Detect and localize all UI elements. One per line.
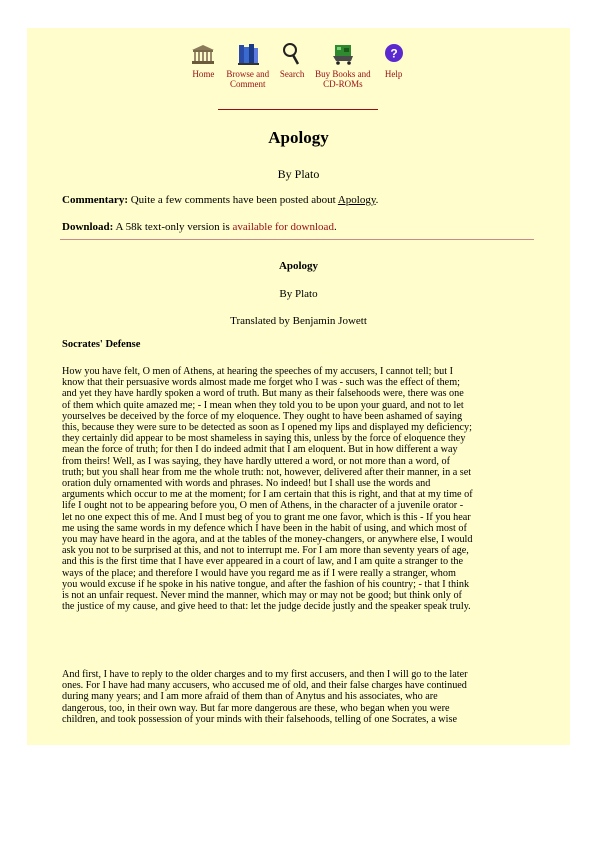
page-byline: By Plato bbox=[277, 167, 320, 181]
divider bbox=[218, 109, 378, 110]
divider bbox=[60, 239, 534, 240]
download-link[interactable]: available for download bbox=[232, 221, 334, 233]
nav-browse[interactable] bbox=[221, 42, 274, 89]
text-line: is not an unfair request. Never mind the manner, which may or may not be good; but think only of bbox=[62, 590, 462, 602]
paragraph-1 bbox=[62, 366, 542, 612]
text-line: you may have heard in the agora, and at the tables of the money-changers, or anywhere else, I would bbox=[62, 534, 473, 546]
text-line: oration duly ornamented with words and phrases. No indeed! but I shall use the words and bbox=[62, 478, 431, 490]
section-heading: Socrates' Defense bbox=[62, 339, 141, 350]
text-line: ways of the place; and therefore I would have you regard me as if I were really a stranger, whom bbox=[62, 567, 456, 579]
page bbox=[27, 28, 570, 745]
download-line bbox=[62, 221, 337, 233]
page-title: Apology bbox=[268, 128, 329, 147]
commentary-label: Commentary: bbox=[62, 194, 128, 206]
text-line: life I ought not to be appearing before you, O men of Athens, in the character of a juvenile orator - bbox=[62, 500, 464, 512]
nav-buy[interactable] bbox=[310, 42, 376, 89]
text-line: yourselves be deceived by the force of my eloquence. They ought to have been ashamed of saying bbox=[62, 410, 463, 422]
shopping-cart-icon bbox=[330, 42, 356, 66]
download-label: Download: bbox=[62, 221, 114, 233]
text-line: you would excuse if he spoke in his native tongue, and after the fashion of his country; - that I think bbox=[62, 578, 470, 590]
text-line: arguments which occur to me at the moment; for I am certain that this is right, and that at my time of bbox=[62, 489, 473, 501]
nav-home[interactable] bbox=[185, 42, 221, 89]
text-line: the justice of my cause, and give heed to that: let the judge decide justly and the speaker speak truly. bbox=[62, 601, 471, 613]
books-icon bbox=[235, 42, 261, 66]
text-line: children, and took possession of your minds with their falsehoods, telling of one Socrates, a wise bbox=[62, 713, 457, 725]
text-line: How you have felt, O men of Athens, at hearing the speeches of my accusers, I cannot tell; but I bbox=[62, 366, 453, 377]
nav-label: Search bbox=[279, 69, 305, 79]
text-line: ones. For I have had many accusers, who accused me of old, and their false charges have continued bbox=[62, 680, 467, 692]
commentary-end: . bbox=[375, 194, 379, 206]
text-line: truth; but you shall hear from me the whole truth: not, however, delivered after their manner, in a set bbox=[62, 466, 472, 478]
work-title: Apology bbox=[278, 260, 319, 272]
work-byline: By Plato bbox=[279, 288, 318, 300]
work-translator: Translated by Benjamin Jowett bbox=[230, 315, 367, 327]
text-line: of them which quite amazed me; - I mean when they told you to be upon your guard, and not to let bbox=[62, 399, 464, 411]
nav-label: Buy Books and CD-ROMs bbox=[315, 69, 371, 89]
paragraph-2 bbox=[62, 669, 542, 725]
text-line: and this is the first time that I have ever appeared in a court of law, and I am quite a stranger to the bbox=[62, 556, 464, 568]
magnifier-icon bbox=[279, 42, 305, 66]
text-line: from theirs! Well, as I was saying, they have hardly uttered a word, or not more than a word, of bbox=[62, 455, 450, 467]
commentary-line bbox=[62, 194, 378, 206]
download-end: . bbox=[333, 221, 337, 233]
nav-label: Help bbox=[384, 69, 403, 79]
text-line: and yet they have hardly spoken a word of truth. But many as their falsehoods were, there was one bbox=[62, 388, 464, 400]
help-icon bbox=[381, 42, 407, 66]
temple-icon bbox=[190, 42, 216, 66]
nav-search[interactable] bbox=[274, 42, 310, 89]
text-line: And first, I have to reply to the older charges and to my first accusers, and then I will go to the later bbox=[62, 669, 468, 680]
download-text: A 58k text-only version is bbox=[115, 221, 233, 233]
nav-label: Home bbox=[192, 69, 215, 79]
text-line: this, because they were sure to be detected as soon as I opened my lips and displayed my deficiency; bbox=[62, 422, 472, 434]
text-line: me using the same words in my defence which I have been in the habit of using, and which most of bbox=[62, 522, 467, 534]
commentary-text: Quite a few comments have been posted about bbox=[130, 194, 338, 206]
nav-help[interactable] bbox=[376, 42, 412, 89]
nav-bar bbox=[27, 42, 570, 89]
text-line: mean the force of truth; for then I do indeed admit that I am eloquent. But in how different a way bbox=[62, 444, 458, 456]
text-line: during many years; and I am more afraid of them than of Anytus and his associates, who are bbox=[62, 691, 438, 703]
text-line: know that their persuasive words almost made me forget who I was - such was the effect of them; bbox=[62, 377, 460, 389]
nav-label: Browse and Comment bbox=[226, 69, 270, 89]
text-line: dangerous, too, in their own way. But far more dangerous are these, who began when you were bbox=[62, 702, 450, 714]
text-line: they certainly did appear to be most shameless in saying this, unless by the force of eloquence they bbox=[62, 433, 466, 445]
commentary-link[interactable]: Apology bbox=[337, 194, 376, 206]
text-line: let no one expect this of me. And I must beg of you to grant me one favor, which is this - If you hear bbox=[62, 511, 471, 523]
svg-text:?: ? bbox=[389, 46, 398, 61]
text-line: ask you not to be surprised at this, and not to interrupt me. For I am more than seventy years of age, bbox=[62, 545, 469, 557]
